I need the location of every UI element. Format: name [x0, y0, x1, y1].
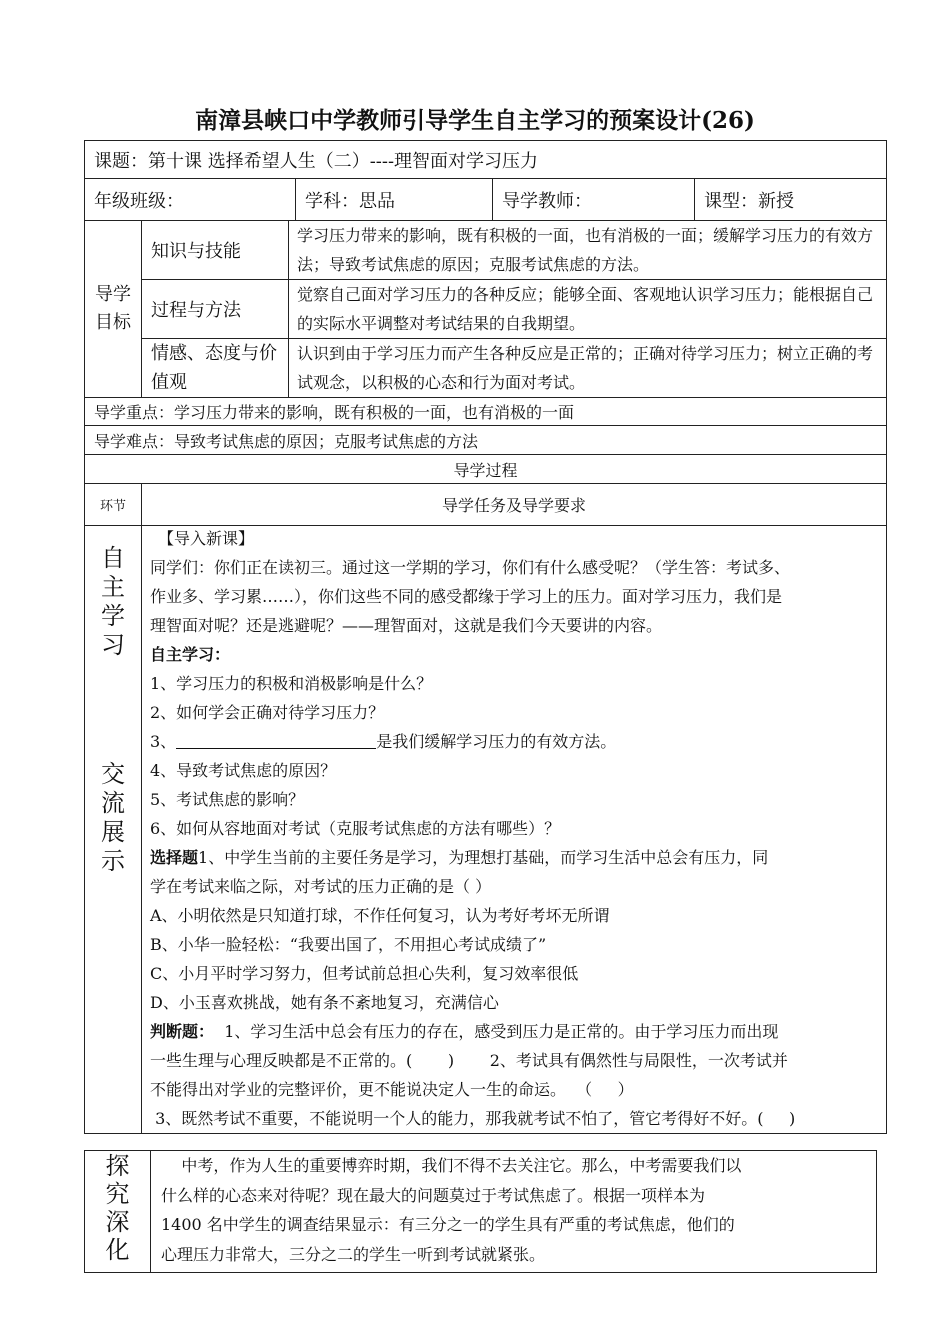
explore-table [84, 1150, 877, 1273]
self-study-title: 自主学习： [150, 645, 231, 664]
stage-header: 环节 [85, 484, 142, 526]
choice-question [150, 843, 880, 872]
task-header: 导学任务及导学要求 [142, 484, 887, 526]
stage-label-cell [85, 526, 142, 1134]
stage-char: 自 [101, 544, 125, 572]
stage-char: 习 [101, 631, 125, 659]
goals-header [85, 221, 142, 398]
judge-label: 判断题： [150, 1022, 215, 1041]
explore-label [85, 1151, 151, 1273]
goal-name-knowledge: 知识与技能 [142, 221, 289, 280]
intro-title: 【导入新课】 [158, 529, 255, 548]
explore-content [151, 1151, 877, 1273]
choice-text: 1、中学生当前的主要任务是学习，为理想打基础，而学习生活中总会有压力，同 [198, 848, 769, 867]
explore-line: 中考，作为人生的重要博弈时期，我们不得不去关注它。那么，中考需要我们以 [161, 1156, 742, 1175]
question-item: 2、如何学会正确对待学习压力？ [150, 703, 385, 722]
goals-header-line2: 目标 [95, 312, 131, 333]
explore-char: 深 [105, 1208, 130, 1236]
question-item: 5、考试焦虑的影响？ [150, 790, 305, 809]
explore-char: 究 [105, 1180, 130, 1208]
process-title-cell: 导学过程 [85, 455, 887, 484]
lesson-label: 课题： [94, 150, 148, 172]
explore-char: 探 [105, 1152, 130, 1180]
question-item: 1、学习压力的积极和消极影响是什么？ [150, 674, 433, 693]
grade-class-cell: 年级班级： [85, 179, 296, 221]
goals-header-line1: 导学 [95, 284, 131, 305]
explore-line: 什么样的心态来对待呢？现在最大的问题莫过于考试焦虑了。根据一项样本为 [161, 1185, 706, 1205]
teacher-cell: 导学教师： [493, 179, 695, 221]
stage-self-study [85, 544, 141, 660]
choice-line: 学在考试来临之际，对考试的压力正确的是（ ） [150, 877, 492, 896]
choice-option: C、小月平时学习努力，但考试前总担心失利，复习效率很低 [150, 964, 579, 983]
answer-blank [176, 730, 376, 749]
document-title: 南漳县峡口中学教师引导学生自主学习的预案设计(26) [195, 107, 755, 134]
judge-line: 3、既然考试不重要，不能说明一个人的能力，那我就考试不怕了，管它考得好不好。( ) [150, 1109, 796, 1128]
choice-label: 选择题 [150, 848, 199, 867]
task-content [142, 526, 887, 1134]
lesson-value: 第十课 选择希望人生（二）----理智面对学习压力 [148, 150, 539, 172]
judge-text: 1、学习生活中总会有压力的存在，感受到压力是正常的。由于学习压力而出现 [214, 1022, 779, 1041]
explore-line: 1400 名中学生的调查结果显示：有三分之一的学生具有严重的考试焦虑，他们的 [161, 1215, 735, 1234]
lesson-title-cell [85, 141, 887, 179]
explore-char: 化 [105, 1236, 130, 1264]
stage-char: 展 [101, 818, 125, 846]
explore-line: 心理压力非常大，三分之二的学生一听到考试就紧张。 [161, 1244, 546, 1264]
subject-cell: 学科：思品 [296, 179, 493, 221]
question-item-blank [150, 727, 880, 756]
goal-name-process: 过程与方法 [142, 280, 289, 339]
lesson-plan-table [84, 140, 887, 1134]
stage-char: 学 [101, 602, 125, 630]
stage-char: 主 [101, 573, 125, 601]
judge-line: 不能得出对学业的完整评价，更不能说决定人一生的命运。 （ ） [150, 1080, 634, 1099]
intro-line: 作业多、学习累……），你们这些不同的感受都缘于学习上的压力。面对学习压力，我们是 [150, 587, 783, 606]
question-suffix: 是我们缓解学习压力的有效方法。 [376, 732, 617, 751]
goal-text-process: 觉察自己面对学习压力的各种反应；能够全面、客观地认识学习压力；能根据自己的实际水平调整对考试结果的自我期望。 [289, 280, 887, 339]
goal-name-attitude: 情感、态度与价值观 [142, 339, 289, 398]
choice-option: B、小华一脸轻松：“我要出国了，不用担心考试成绩了” [150, 935, 547, 954]
stage-exchange [85, 760, 141, 876]
choice-option: D、小玉喜欢挑战，她有条不紊地复习，充满信心 [150, 993, 499, 1012]
goal-text-attitude: 认识到由于学习压力而产生各种反应是正常的；正确对待学习压力；树立正确的考试观念，以积极的心态和行为面对考试。 [289, 339, 887, 398]
key-point-cell: 导学重点：学习压力带来的影响，既有积极的一面，也有消极的一面 [85, 398, 887, 426]
judge-line: 一些生理与心理反映都是不正常的。( ) 2、考试具有偶然性与局限性，一次考试并 [150, 1051, 788, 1070]
stage-char: 示 [101, 847, 125, 875]
question-item: 6、如何从容地面对考试（克服考试焦虑的方法有哪些）？ [150, 819, 561, 838]
choice-option: A、小明依然是只知道打球，不作任何复习，认为考好考坏无所谓 [150, 906, 610, 925]
stage-char: 流 [101, 789, 125, 817]
question-item: 4、导致考试焦虑的原因？ [150, 761, 337, 780]
question-number: 3、 [150, 732, 177, 751]
judge-question [150, 1017, 880, 1046]
lesson-type-cell: 课型：新授 [695, 179, 887, 221]
goal-text-knowledge: 学习压力带来的影响，既有积极的一面，也有消极的一面；缓解学习压力的有效方法；导致考试焦虑的原因；克服考试焦虑的方法。 [289, 221, 887, 280]
stage-char: 交 [101, 760, 125, 788]
difficulty-cell: 导学难点：导致考试焦虑的原因；克服考试焦虑的方法 [85, 426, 887, 455]
intro-line: 同学们：你们正在读初三。通过这一学期的学习，你们有什么感受呢？（学生答：考试多、 [150, 558, 791, 577]
intro-line: 理智面对呢？还是逃避呢？——理智面对，这就是我们今天要讲的内容。 [150, 616, 663, 635]
